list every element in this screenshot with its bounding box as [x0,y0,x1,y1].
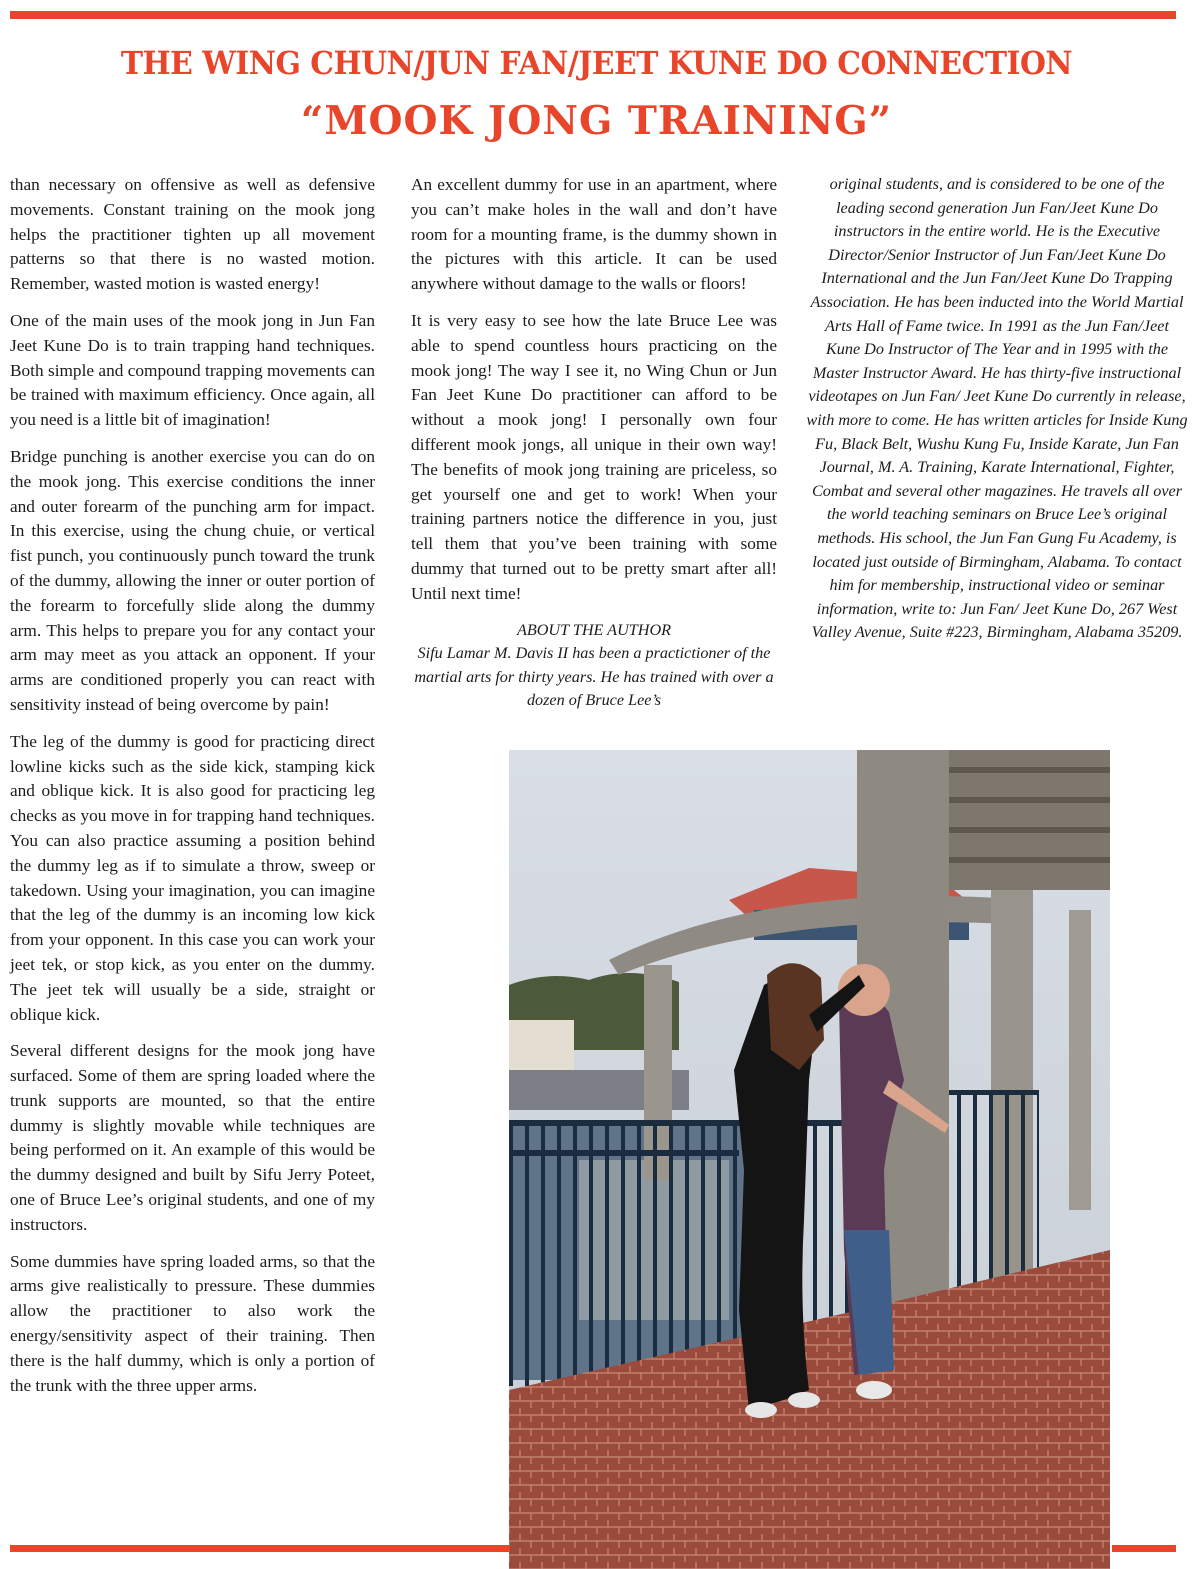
about-author-bio-continued: original students, and is considered to be one of the leading second generation Jun Fan/Jeet Kune Do instructors in the entire world. He is the Executive Director/Senior Instructor of Jun Fan/Jeet Kune Do International and the Jun Fan/Jeet Kune Do Trapping Association. He has been inducted into the World Martial Arts Hall of Fame twice. In 1991 as the Jun Fan/Jeet Kune Do Instructor of The Year and in 1995 with the Master Instructor Award. He has thirty-five instructional videotapes on Jun Fan/ Jeet Kune Do currently in release, with more to come. He has written articles for Inside Kung Fu, Black Belt, Wushu Kung Fu, Inside Karate, Jun Fan Journal, M. A. Training, Karate International, Fighter, Combat and several other magazines. He travels all over the world teaching seminars on Bruce Lee’s original methods. His school, the Jun Fan Gung Fu Academy, is located just outside of Birmingham, Alabama. To contact him for membership, instructional video or seminar information, write to: Jun Fan/ Jeet Kune Do, 267 West Valley Avenue, Suite #223, Birmingham, Alabama 35209. [806,175,1188,642]
column-3 [806,173,1188,657]
about-author-heading: ABOUT THE AUTHOR [516,620,672,639]
article-photo [509,750,1110,1569]
paragraph: than necessary on offensive as well as defensive movements. Constant training on the mook jong helps the practitioner tighten up all movement patterns so that there is no wasted motion. Remember, wasted motion is wasted energy! [10,175,375,294]
paragraph: An excellent dummy for use in an apartment, where you can’t make holes in the wall and don’t have room for a mounting frame, is the dummy shown in the pictures with this article. It can be used anywhere without damage to the walls or floors! [411,175,777,294]
photo-illustration [509,750,1110,1569]
paragraph: It is very easy to see how the late Bruce Lee was able to spend countless hours practicing on the mook jong! The way I see it, no Wing Chun or Jun Fan Jeet Kune Do practitioner can afford to be without a mook jong! I personally own four different mook jongs, all unique in their own way! The benefits of mook jong training are priceless, so get yourself one and get to work! When your training partners notice the difference in you, just tell them that you’ve been training with some dummy that turned out to be pretty smart after all! Until next time! [411,310,777,603]
article-headline: “MOOK JONG TRAINING” [300,98,893,144]
paragraph: Some dummies have spring loaded arms, so that the arms give realistically to pressure. These dummies allow the practitioner to also work the energy/sensitivity aspect of their training. Then there is the half dummy, which is only a portion of the trunk with the three upper arms. [10,1251,375,1395]
paragraph: The leg of the dummy is good for practicing direct lowline kicks such as the side kick, stamping kick and oblique kick. It is also good for practicing leg checks as you move in for trapping hand techniques. You can also practice assuming a position behind the dummy leg as if to simulate a throw, sweep or takedown. Using your imagination, you can imagine that the leg of the dummy is an incoming low kick from your opponent. In this case you can work your jeet tek, or stop kick, as you enter on the dummy. The jeet tek will usually be a side, straight or oblique kick. [10,731,375,1024]
article-kicker: THE WING CHUN/JUN FAN/JEET KUNE DO CONNECTION [120,44,1073,82]
paragraph: One of the main uses of the mook jong in Jun Fan Jeet Kune Do is to train trapping hand techniques. Both simple and compound trapping movements can be trained with maximum efficiency. Once again, all you need is a little bit of imagination! [10,310,375,430]
column-1 [10,173,375,1410]
paragraph: Bridge punching is another exercise you can do on the mook jong. This exercise conditions the inner and outer forearm of the punching arm for impact. In this exercise, using the chung chuie, or vertical fist punch, you continuously punch toward the trunk of the dummy, allowing the inner or outer portion of the forearm to forcefully slide along the dummy arm. This helps to prepare you for any contact your arm may meet as you attack an opponent. If your arms are conditioned properly you can react with sensitivity instead of being overcome by pain! [10,446,375,714]
top-rule [10,11,1176,19]
about-the-author [411,619,777,713]
about-author-bio-start: Sifu Lamar M. Davis II has been a practictioner of the martial arts for thirty years. He has trained with over a dozen of Bruce Lee’s [414,644,774,710]
column-2 [411,173,777,713]
paragraph: Several different designs for the mook jong have surfaced. Some of them are spring loaded where the trunk supports are mounted, so that the entire dummy is slightly movable while techniques are being performed on it. An example of this would be the dummy designed and built by Sifu Jerry Poteet, one of Bruce Lee’s original students, and one of my instructors. [10,1041,375,1234]
bottom-rule-right [1112,1545,1176,1552]
bottom-rule-left [10,1545,510,1552]
